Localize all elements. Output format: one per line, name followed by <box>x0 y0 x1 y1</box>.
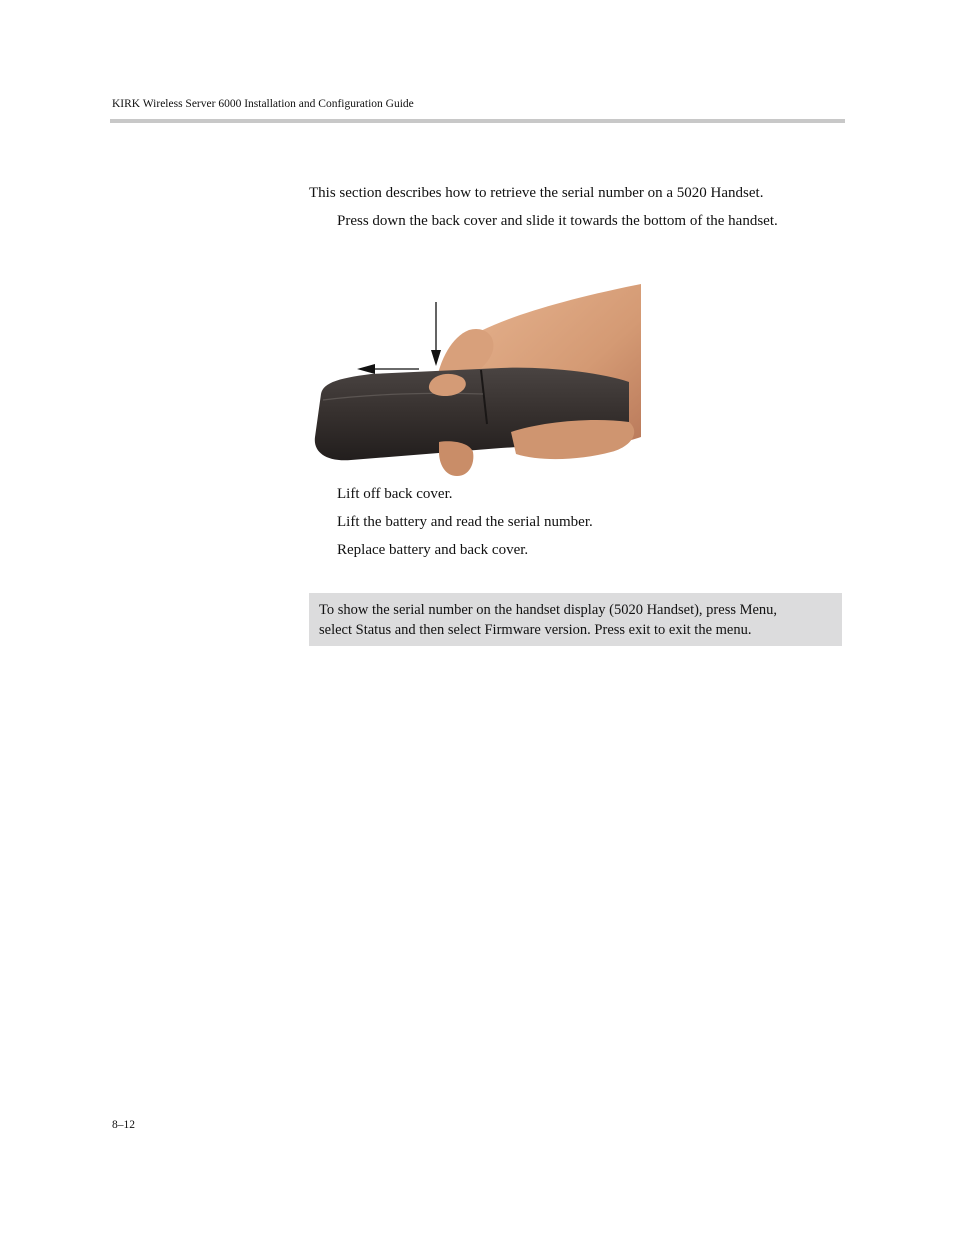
step-1: Press down the back cover and slide it towards the bottom of the handset. <box>337 213 778 229</box>
handset-photo <box>311 282 642 478</box>
step-2: Lift off back cover. <box>337 486 453 502</box>
note-box <box>309 593 842 646</box>
page-number: 8–12 <box>112 1119 135 1131</box>
step-4: Replace battery and back cover. <box>337 542 529 558</box>
note-line-1: To show the serial number on the handset display (5020 Handset), press Menu, <box>319 602 778 618</box>
note-line-2: select Status and then select Firmware version. Press exit to exit the menu. <box>319 622 752 638</box>
step-3: Lift the battery and read the serial number. <box>337 514 593 530</box>
handset-illustration <box>311 282 642 478</box>
intro-paragraph: This section describes how to retrieve the serial number on a 5020 Handset. <box>309 185 764 201</box>
header-rule <box>110 119 845 123</box>
running-header: KIRK Wireless Server 6000 Installation and Configuration Guide <box>112 98 414 110</box>
